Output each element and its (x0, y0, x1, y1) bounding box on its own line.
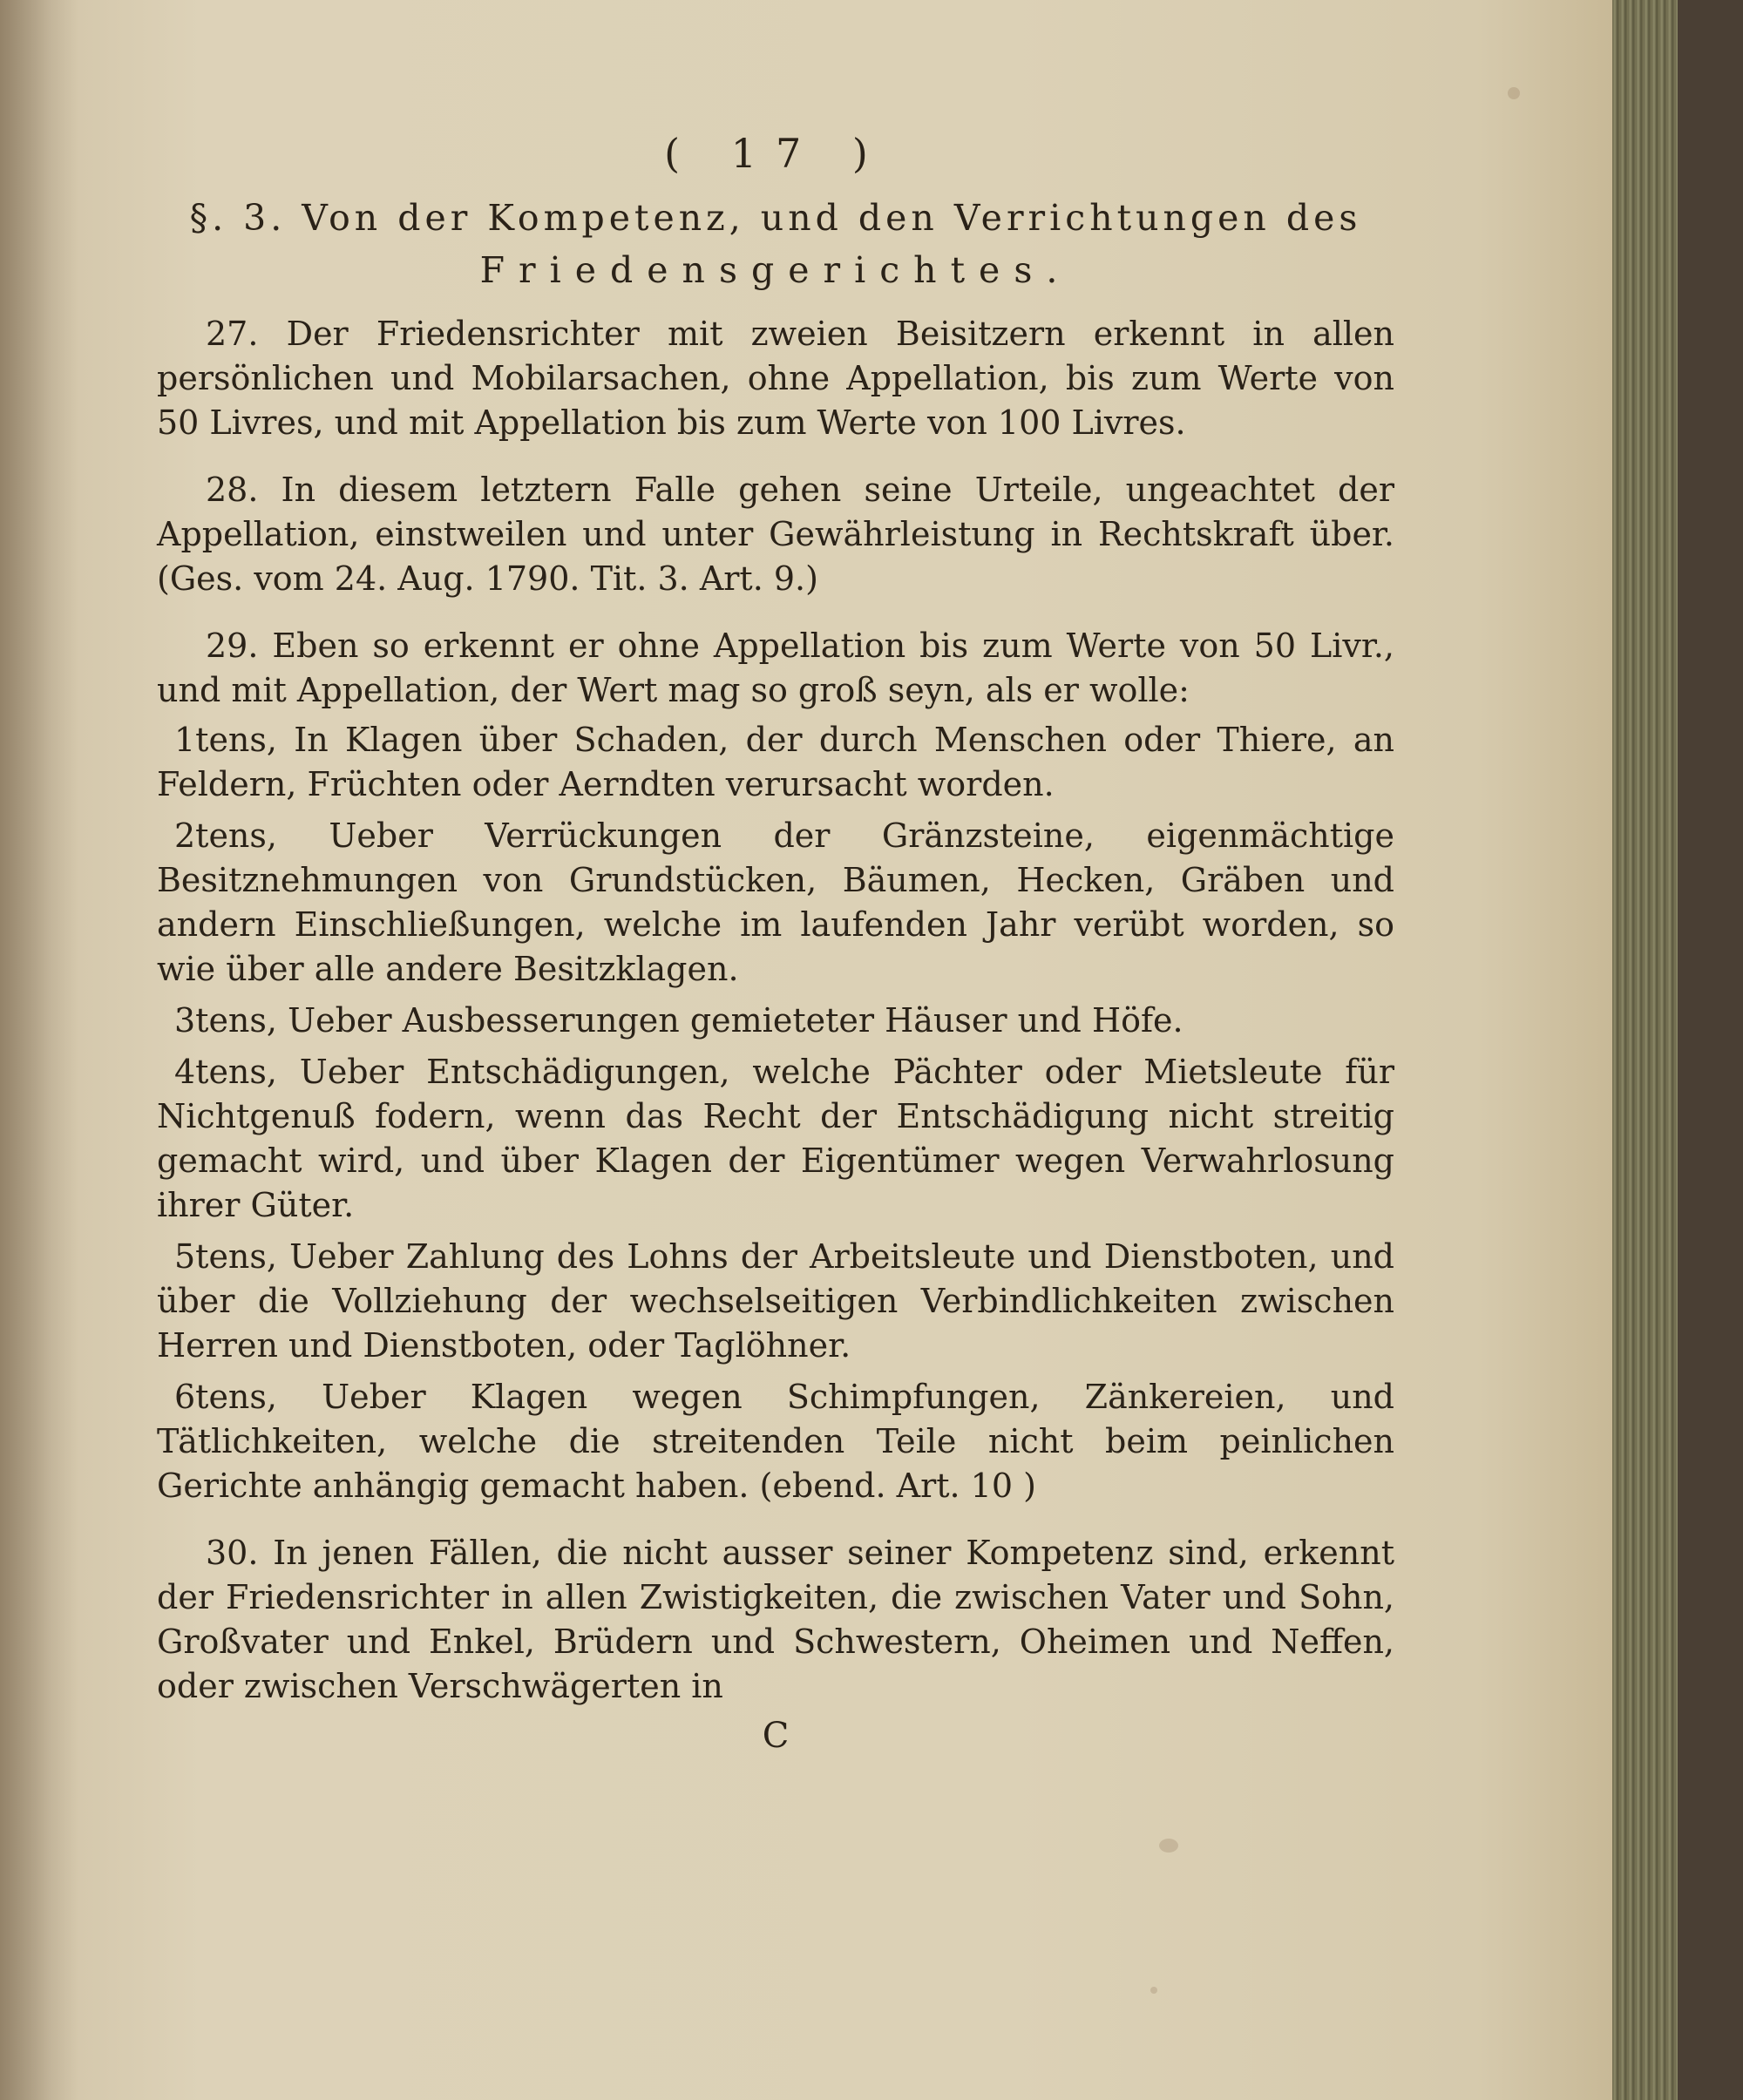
page-text (157, 131, 1394, 1758)
paper-stain (1150, 1987, 1157, 1994)
list-item-2tens: 2tens, Ueber Verrückungen der Gränzsteine, eigenmächtige Besitznehmungen von Grundstücken, Bäumen, Hecken, Gräben und andern Einschließungen, welche im laufenden Jahr verübt worden, so wie über alle andere Besitzklagen. (157, 816, 1394, 988)
section-heading-line2: Friedensgerichtes. (479, 249, 1072, 291)
stacked-page-edges (1612, 0, 1678, 2100)
section-heading-line1: §. 3. Von der Kompetenz, und den Verrichtungen des (189, 197, 1362, 239)
catchword: C (762, 1716, 790, 1756)
page-number: ( 17 ) (664, 130, 887, 177)
list-item-3tens: 3tens, Ueber Ausbesserungen gemieteter Häuser und Höfe. (174, 1001, 1183, 1040)
list-item-4tens: 4tens, Ueber Entschädigungen, welche Pächter oder Mietsleute für Nichtgenuß fodern, wenn das Recht der Entschädigung nicht streitig gemacht wird, und über Klagen der Eigentümer wegen Verwahrlosung ihrer Güter. (157, 1053, 1394, 1224)
list-item-1tens: 1tens, In Klagen über Schaden, der durch Menschen oder Thiere, an Feldern, Früchten oder Aerndten verursacht worden. (157, 721, 1394, 803)
gutter-shadow (0, 0, 78, 2100)
paragraph-29: 29. Eben so erkennt er ohne Appellation bis zum Werte von 50 Livr., und mit Appellation, der Wert mag so groß seyn, als er wolle: (157, 627, 1394, 709)
paper-stain (1159, 1839, 1178, 1853)
paragraph-28: 28. In diesem letztern Falle gehen seine Urteile, ungeachtet der Appellation, einstweilen und unter Gewährleistung in Rechtskraft über. (Ges. vom 24. Aug. 1790. Tit. 3. Art. 9.) (157, 471, 1394, 598)
paragraph-30: 30. In jenen Fällen, die nicht ausser seiner Kompetenz sind, erkennt der Friedensrichter in allen Zwistigkeiten, die zwischen Vater und Sohn, Großvater und Enkel, Brüdern und Schwestern, Oheimen und Neffen, oder zwischen Verschwägerten in (157, 1534, 1394, 1705)
paper-stain (1508, 87, 1520, 99)
list-item-5tens: 5tens, Ueber Zahlung des Lohns der Arbeitsleute und Dienstboten, und über die Vollziehung der wechselseitigen Verbindlichkeiten zwischen Herren und Dienstboten, oder Taglöhner. (157, 1237, 1394, 1365)
list-item-6tens: 6tens, Ueber Klagen wegen Schimpfungen, Zänkereien, und Tätlichkeiten, welche die streitenden Teile nicht beim peinlichen Gerichte anhängig gemacht haben. (ebend. Art. 10 ) (157, 1378, 1394, 1505)
paragraph-27: 27. Der Friedensrichter mit zweien Beisitzern erkennt in allen persönlichen und Mobilarsachen, ohne Appellation, bis zum Werte von 50 Livres, und mit Appellation bis zum Werte von 100 Livres. (157, 315, 1394, 442)
section-heading (157, 192, 1394, 296)
